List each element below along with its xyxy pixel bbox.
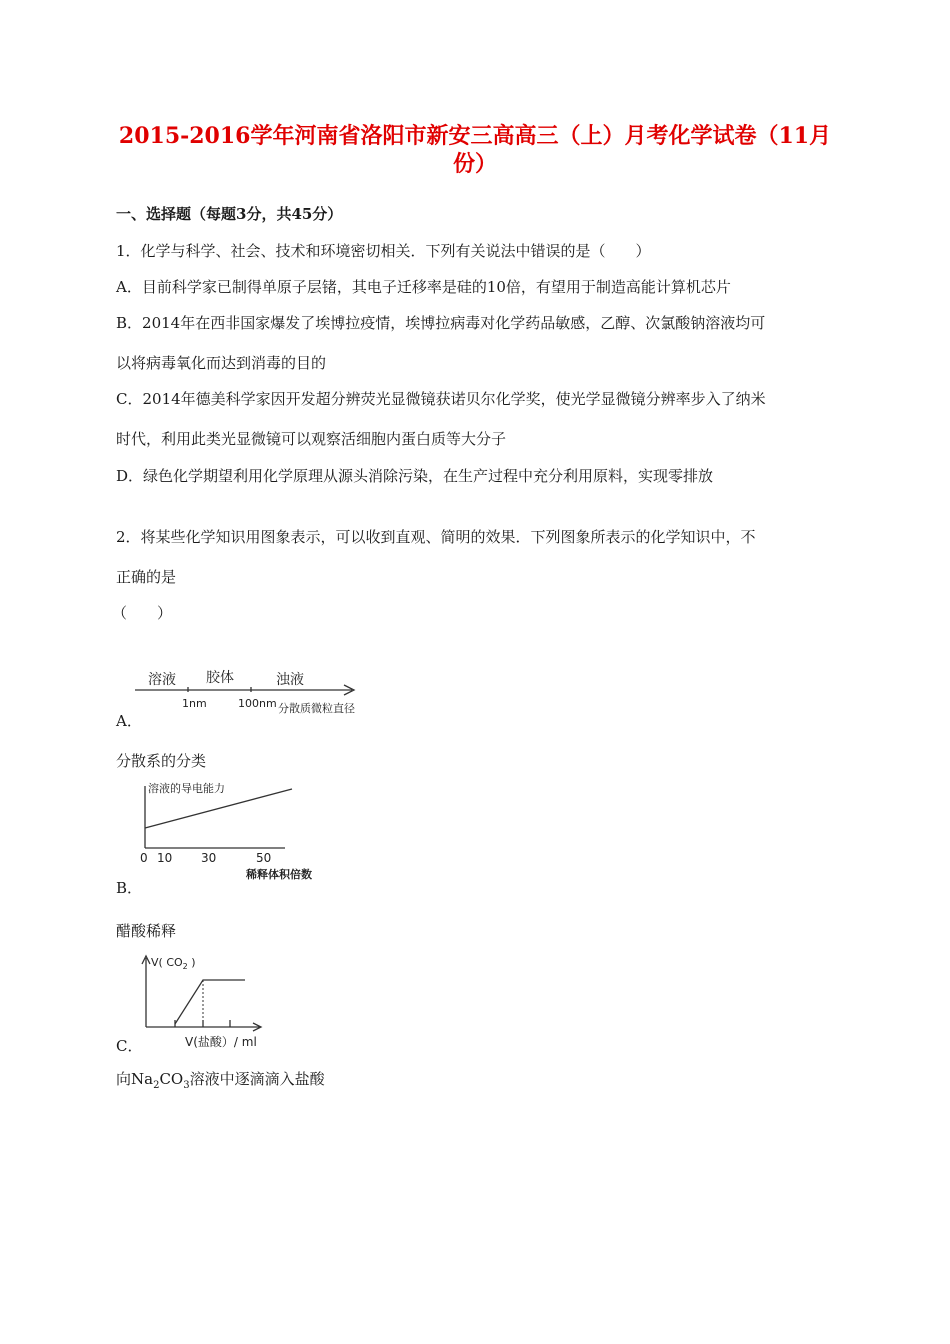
- q1-option-a: A．目前科学家已制得单原子层锗，其电子迁移率是硅的10倍，有望用于制造高能计算机芯片: [116, 278, 731, 296]
- caption-mid: CO: [159, 1070, 184, 1088]
- fig-c-y-label-co: ( CO: [158, 956, 183, 969]
- figure-a-dispersion: [130, 665, 390, 724]
- fig-b-x-tick-10: 10: [157, 851, 173, 865]
- q2-stem-line2: 正确的是: [116, 568, 177, 586]
- fig-a-label-suspension: 浊液: [276, 672, 304, 688]
- q1-stem: 1．化学与科学、社会、技术和环境密切相关．下列有关说法中错误的是（ ）: [116, 242, 651, 260]
- fig-a-tick-label-100nm: 100nm: [238, 697, 277, 710]
- q2-option-b-letter: B．: [116, 879, 143, 897]
- fig-c-y-label: [151, 956, 196, 971]
- q1-option-c-line2: 时代，利用此类光显微镜可以观察活细胞内蛋白质等大分子: [116, 430, 507, 448]
- exam-title-line1: 2015-2016学年河南省洛阳市新安三高高三（上）月考化学试卷（11月: [118, 123, 832, 149]
- q2-paren: （ ）: [112, 604, 173, 622]
- caption-suffix: 溶液中逐滴滴入盐酸: [189, 1070, 325, 1088]
- fig-b-x-tick-50: 50: [256, 851, 272, 865]
- q2-option-a-letter: A．: [116, 712, 142, 730]
- section-heading: 一、选择题（每题3分，共45分）: [116, 205, 343, 223]
- fig-a-label-colloid: 胶体: [206, 670, 234, 686]
- fig-c-y-label-sub: 2: [182, 962, 188, 971]
- fig-a-axis-label: 分散质微粒直径: [278, 702, 355, 715]
- q2-option-a-caption: 分散系的分类: [116, 752, 207, 770]
- fig-b-y-label: 溶液的导电能力: [148, 782, 225, 795]
- q2-option-b-caption: 醋酸稀释: [116, 922, 177, 940]
- q1-option-d: D．绿色化学期望利用化学原理从源头消除污染，在生产过程中充分利用原料，实现零排放: [116, 467, 714, 485]
- fig-b-x-tick-0: 0: [140, 851, 148, 865]
- figure-c-co2-volume: [130, 950, 330, 1054]
- q1-option-b-line2: 以将病毒氧化而达到消毒的目的: [116, 354, 327, 372]
- fig-c-y-label-end: ): [187, 956, 196, 969]
- caption-sub-na2: 2: [153, 1080, 160, 1091]
- fig-a-label-solution: 溶液: [148, 672, 176, 688]
- exam-title-line2: 份）: [452, 151, 497, 177]
- figure-b-acetic-dilution: [130, 778, 350, 892]
- q2-stem-line1: 2．将某些化学知识用图象表示，可以收到直观、简明的效果．下列图象所表示的化学知识中，不: [116, 528, 756, 546]
- fig-c-y-label-v: V: [151, 956, 159, 969]
- fig-b-x-tick-30: 30: [201, 851, 217, 865]
- q2-option-c-letter: C．: [116, 1037, 143, 1055]
- q2-option-c-caption: [116, 1068, 325, 1091]
- q1-option-b-line1: B．2014年在西非国家爆发了埃博拉疫情，埃博拉病毒对化学药品敏感，乙醇、次氯酸钠溶液均可: [116, 314, 766, 332]
- fig-c-x-label: V(盐酸）/ ml: [185, 1035, 257, 1049]
- fig-b-x-label: 稀释体积倍数: [246, 868, 312, 881]
- fig-a-tick-label-1nm: 1nm: [182, 697, 207, 710]
- caption-prefix: 向Na: [116, 1070, 154, 1088]
- fig-c-co2-curve: [175, 980, 245, 1024]
- q1-option-c-line1: C．2014年德美科学家因开发超分辨荧光显微镜获诺贝尔化学奖，使光学显微镜分辨率步入了纳米: [116, 390, 766, 408]
- caption-sub-co3: 3: [183, 1080, 190, 1091]
